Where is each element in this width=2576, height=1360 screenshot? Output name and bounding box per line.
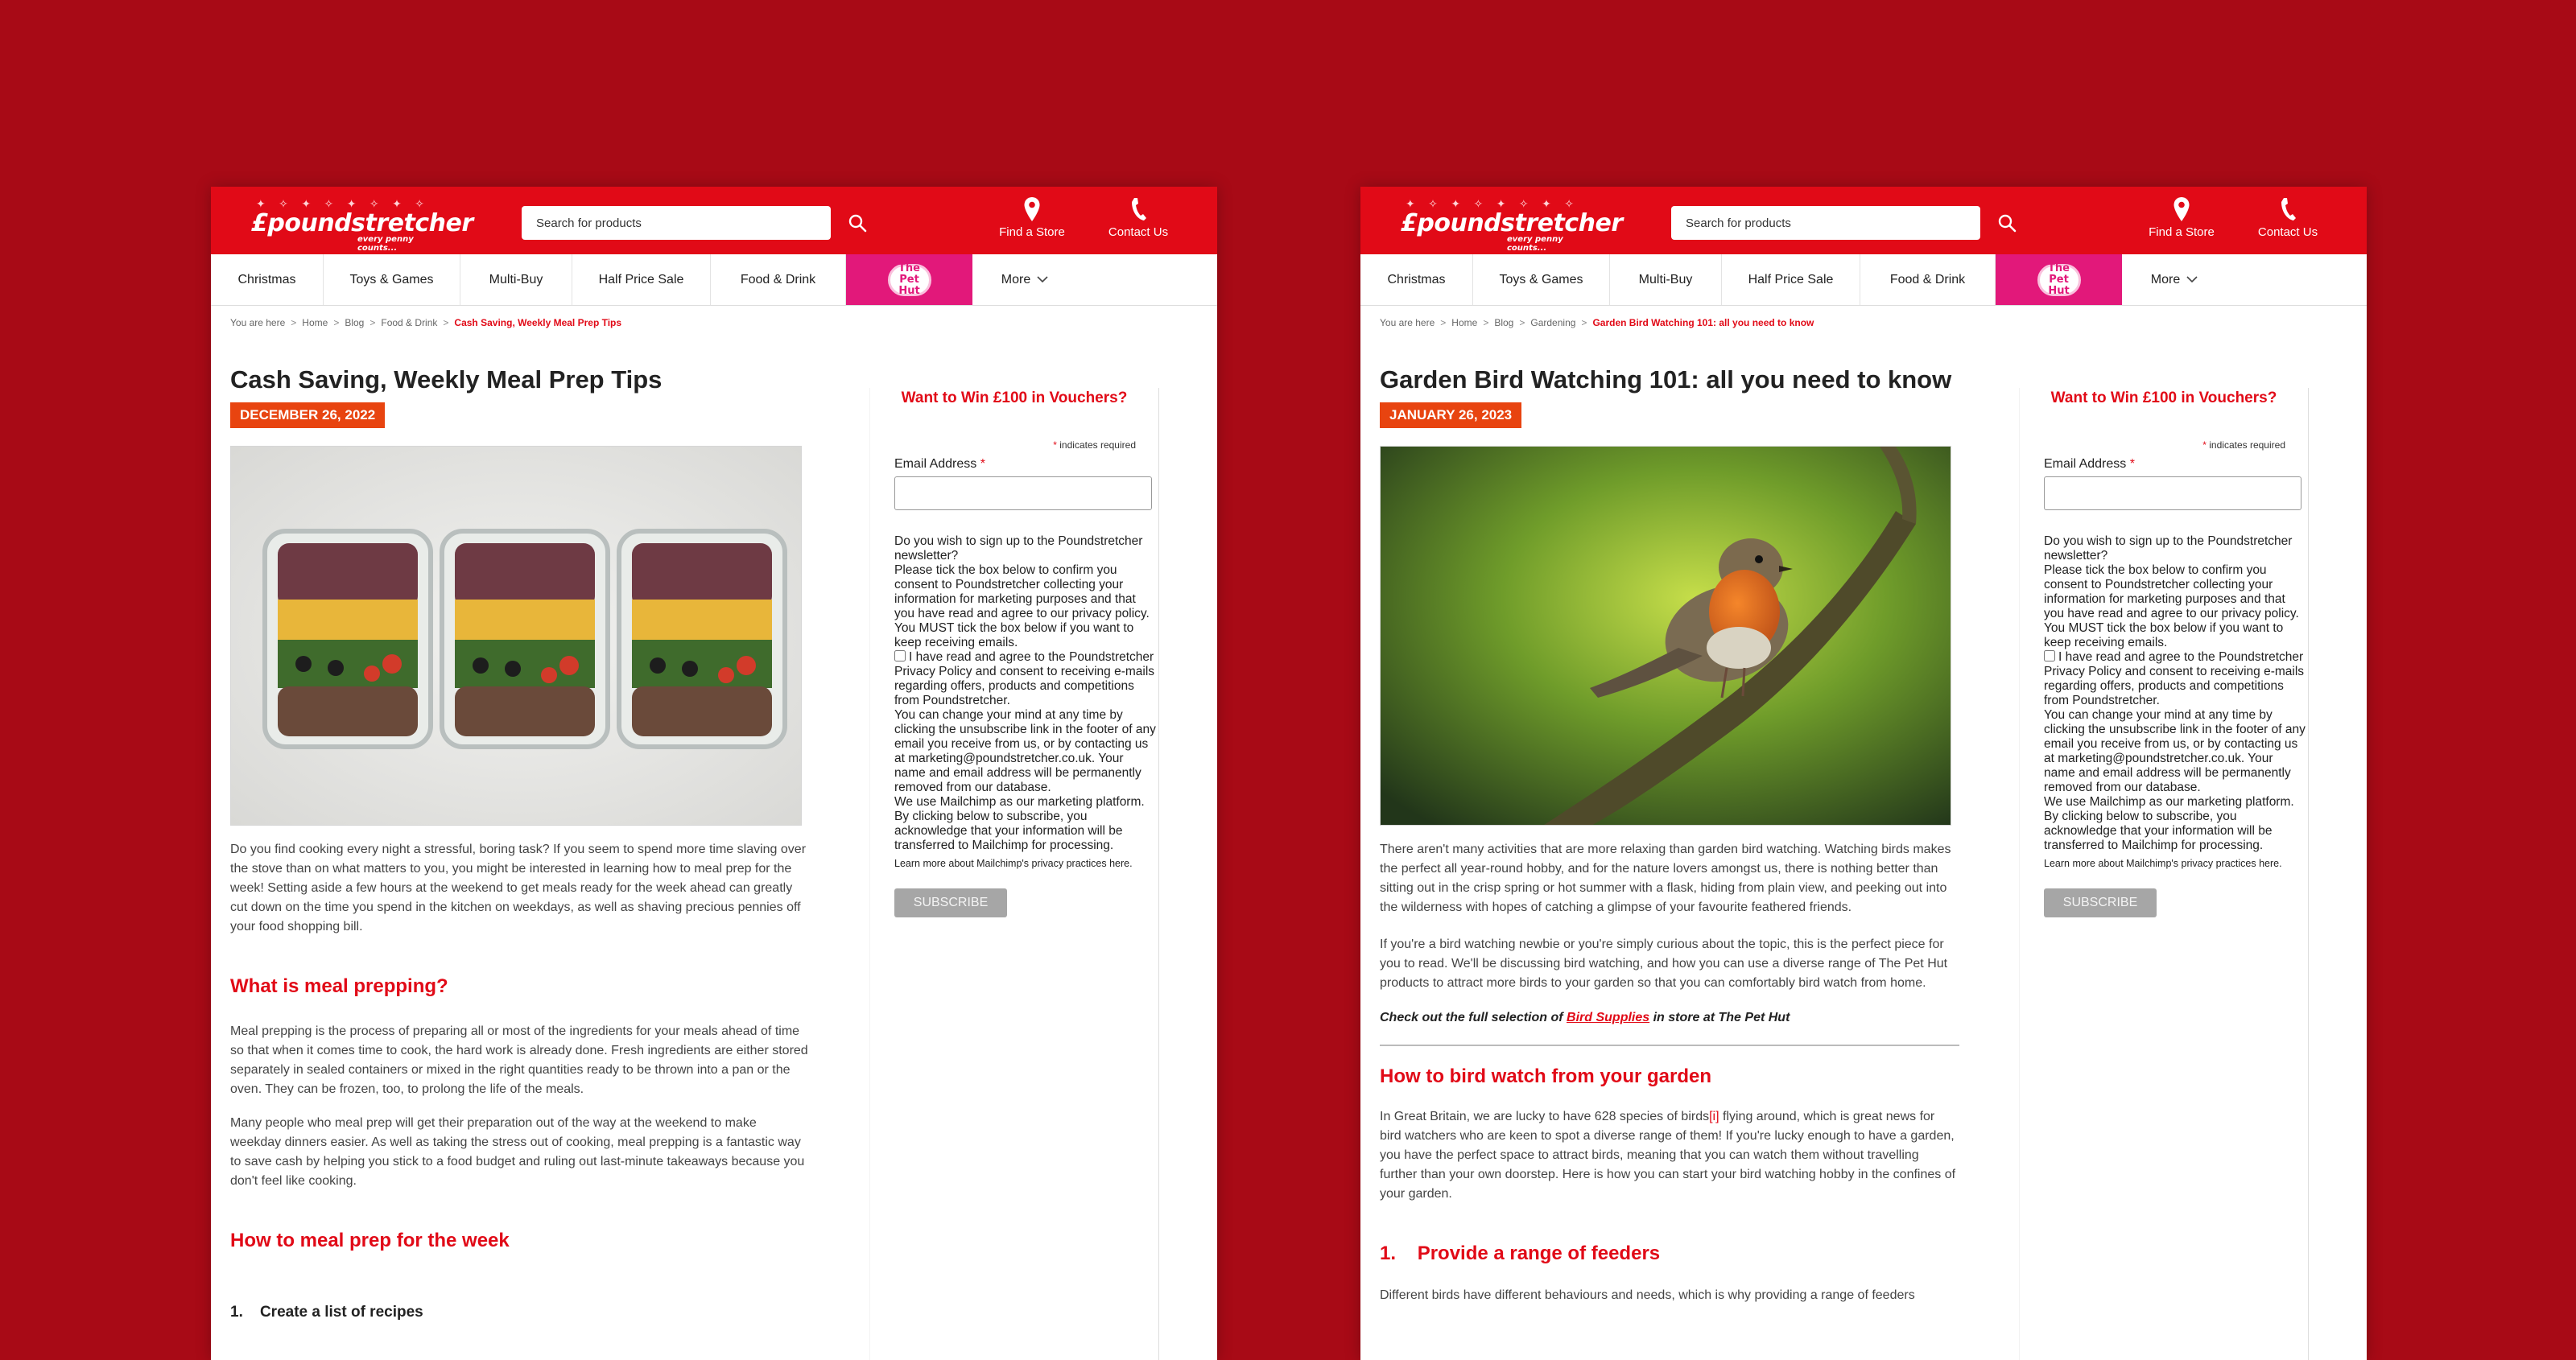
nav-item-half-price-sale[interactable]: Half Price Sale (572, 254, 711, 305)
logo-wordmark: £poundstretcher (251, 209, 473, 237)
meal-prep-page-screenshot (211, 187, 1217, 1360)
breadcrumb-prefix: You are here (230, 317, 286, 328)
breadcrumb-category[interactable]: Food & Drink (381, 317, 438, 328)
breadcrumb-current: Garden Bird Watching 101: all you need to know (1592, 317, 1814, 328)
nav-item-christmas[interactable]: Christmas (211, 254, 324, 305)
signup-question: Do you wish to sign up to the Poundstretcher newsletter? (2044, 534, 2293, 563)
section-heading-feeders: 1. Provide a range of feeders (1380, 1243, 1661, 1264)
paragraph: If you're a bird watching newbie or you're simply curious about the topic, this is the perfect piece for you to read. We'll be discussing bird watching, and how you can use a diverse range of The Pet Hut products to attract more birds to your garden so that you can comfortably bird watch from home. (1380, 938, 1948, 990)
search-input[interactable] (1671, 206, 1980, 240)
article (230, 364, 810, 1321)
paragraph (1380, 1107, 1959, 1204)
breadcrumb-prefix: You are here (1380, 317, 1435, 328)
search-icon[interactable] (1995, 209, 2019, 237)
contact-us-link[interactable] (2248, 192, 2328, 249)
robin-on-branch-image (1380, 446, 1951, 826)
divider (1380, 1045, 1959, 1046)
breadcrumb-category[interactable]: Gardening (1530, 317, 1576, 328)
section-heading-how-to: How to meal prep for the week (230, 1230, 510, 1251)
meal-prep-containers-image (230, 446, 802, 826)
map-pin-icon (1023, 196, 1041, 222)
poundstretcher-logo[interactable] (251, 198, 473, 253)
nav-item-food-drink[interactable]: Food & Drink (711, 254, 846, 305)
required-note: * indicates required (1053, 439, 1136, 451)
signup-question: Do you wish to sign up to the Poundstretcher newsletter? (894, 534, 1143, 563)
required-note-text: indicates required (2209, 439, 2285, 451)
paragraph-text: In Great Britain, we are lucky to have 628 species of birds (1380, 1110, 1710, 1123)
find-store-link[interactable] (2141, 192, 2222, 249)
main-nav (211, 254, 1217, 306)
breadcrumb-current: Cash Saving, Weekly Meal Prep Tips (454, 317, 622, 328)
consent-checkbox[interactable] (2044, 650, 2055, 661)
breadcrumb-blog[interactable]: Blog (345, 317, 365, 328)
mailchimp-text: We use Mailchimp as our marketing platform. By clicking below to subscribe, you acknowledge that your information will be transferred to Mailchimp for processing. (894, 795, 1145, 852)
pet-hut-logo: The Pet Hut (2037, 264, 2081, 296)
email-field[interactable] (2044, 476, 2301, 510)
phone-icon (1129, 196, 1147, 222)
site-header (1360, 187, 2367, 254)
nav-item-multi-buy[interactable]: Multi-Buy (1610, 254, 1722, 305)
signup-title: Want to Win £100 in Vouchers? (901, 389, 1128, 406)
consent-text (2044, 534, 2306, 874)
consent-checkbox-label: I have read and agree to the Poundstretcher Privacy Policy and consent to receiving e-mails regarding offers, products and competitions from Poundstretcher. (2044, 650, 2305, 707)
newsletter-signup (869, 388, 1159, 1360)
email-field[interactable] (894, 476, 1152, 510)
poundstretcher-logo[interactable] (1401, 198, 1623, 253)
consent-text (894, 534, 1157, 874)
find-store-link[interactable] (992, 192, 1072, 249)
consent-checkbox[interactable] (894, 650, 906, 661)
nav-item-half-price-sale[interactable]: Half Price Sale (1722, 254, 1860, 305)
email-label: Email Address * (2044, 457, 2135, 471)
privacy-link[interactable]: Learn more about Mailchimp's privacy practices here. (2044, 858, 2282, 869)
intro-paragraph: There aren't many activities that are more relaxing than garden bird watching. Watching birds makes the perfect all year-round hobby, and for the nature lovers amongst us, there is nothing better than sitting out in the crisp spring or hot summer with a flask, hiding from plain view, and peeking out into the wilderness with hopes of catching a glimpse of your favourite feathered friends. (1380, 843, 1951, 914)
logo-wordmark: £poundstretcher (1401, 209, 1623, 237)
consent-intro: Please tick the box below to confirm you consent to Poundstretcher collecting your information for marketing purposes and that you have read and agree to our privacy policy. You MUST tick the box below if you want to keep receiving emails. (894, 563, 1150, 649)
sub-heading-recipes: 1. Create a list of recipes (230, 1304, 423, 1321)
contact-us-label: Contact Us (1108, 225, 1169, 239)
required-note: * indicates required (2202, 439, 2285, 451)
paragraph-text: flying around, which is great news for bird watchers who are keen to spot a diverse range of them! If you're lucky enough to have a garden, you have the perfect space to attract birds, meaning that you can watch them without travelling further than your own doorstep. Here is how you can start your bird watching hobby in the confines of your garden. (1380, 1110, 1956, 1201)
footnote-link[interactable]: [i] (1709, 1110, 1719, 1123)
find-store-label: Find a Store (2149, 225, 2215, 239)
email-label: Email Address * (894, 457, 985, 471)
unsubscribe-text: You can change your mind at any time by clicking the unsubscribe link in the footer of any email you receive from us, or by contacting us at marketing@poundstretcher.co.uk. Your name and email address will be permanently removed from our database. (2044, 708, 2306, 794)
newsletter-signup (2019, 388, 2309, 1360)
chevron-down-icon (1037, 276, 1048, 283)
signup-title: Want to Win £100 in Vouchers? (2050, 389, 2277, 406)
nav-item-pet-hut[interactable] (1996, 254, 2122, 305)
bird-watching-page-screenshot (1360, 187, 2367, 1360)
breadcrumb-blog[interactable]: Blog (1494, 317, 1514, 328)
contact-us-label: Contact Us (2257, 225, 2318, 239)
privacy-link[interactable]: Learn more about Mailchimp's privacy practices here. (894, 858, 1133, 869)
section-heading-how-to: How to bird watch from your garden (1380, 1065, 1712, 1087)
article (1380, 364, 1959, 1305)
contact-us-link[interactable] (1098, 192, 1179, 249)
post-date-badge: DECEMBER 26, 2022 (230, 402, 385, 428)
nav-more-label: More (2150, 272, 2181, 286)
section-heading-meal-prepping: What is meal prepping? (230, 975, 448, 997)
required-note-text: indicates required (1059, 439, 1136, 451)
nav-more-label: More (1001, 272, 1031, 286)
nav-item-food-drink[interactable]: Food & Drink (1860, 254, 1996, 305)
main-nav (1360, 254, 2367, 306)
nav-item-more[interactable] (2122, 254, 2227, 305)
logo-tagline: every penny counts... (357, 235, 414, 253)
snowflake-decoration: ✦ ✧ ✦ ✧ ✦ ✧ ✦ ✧ (1406, 198, 1579, 211)
bird-supplies-link[interactable]: Bird Supplies (1567, 1011, 1650, 1024)
paragraph: Meal prepping is the process of preparing all or most of the ingredients for your meals ahead of time so that when it comes time to cook, the hard work is already done. Fresh ingredients are either stored separately in sealed containers or mixed in the right quantities ready to be thrown into a pan or the oven. They can be frozen, too, to prolong the life of the meals. (230, 1024, 808, 1096)
nav-item-christmas[interactable]: Christmas (1360, 254, 1473, 305)
breadcrumb: You are here > Home > Blog > Gardening > Garden Bird Watching 101: all you need to know (1380, 317, 1814, 328)
breadcrumb-home[interactable]: Home (1451, 317, 1478, 328)
page-title: Garden Bird Watching 101: all you need to know (1380, 365, 1952, 394)
consent-intro: Please tick the box below to confirm you consent to Poundstretcher collecting your information for marketing purposes and that you have read and agree to our privacy policy. You MUST tick the box below if you want to keep receiving emails. (2044, 563, 2299, 649)
unsubscribe-text: You can change your mind at any time by clicking the unsubscribe link in the footer of any email you receive from us, or by contacting us at marketing@poundstretcher.co.uk. Your name and email address will be permanently removed from our database. (894, 708, 1156, 794)
consent-checkbox-label: I have read and agree to the Poundstretcher Privacy Policy and consent to receiving e-mails regarding offers, products and competitions from Poundstretcher. (894, 650, 1155, 707)
pet-hut-logo: The Pet Hut (888, 264, 931, 296)
logo-tagline: every penny counts... (1507, 235, 1563, 253)
bird-supplies-callout (1380, 1011, 1959, 1025)
snowflake-decoration: ✦ ✧ ✦ ✧ ✦ ✧ ✦ ✧ (256, 198, 429, 211)
mailchimp-text: We use Mailchimp as our marketing platform. By clicking below to subscribe, you acknowledge that your information will be transferred to Mailchimp for processing. (2044, 795, 2294, 852)
email-label-text: Email Address (894, 457, 977, 471)
paragraph: Different birds have different behaviours and needs, which is why providing a range of feeders (1380, 1288, 1915, 1302)
search-input[interactable] (522, 206, 831, 240)
find-store-label: Find a Store (999, 225, 1065, 239)
breadcrumb-home[interactable]: Home (302, 317, 328, 328)
nav-item-more[interactable] (972, 254, 1077, 305)
subscribe-button[interactable]: SUBSCRIBE (894, 888, 1007, 917)
breadcrumb: You are here > Home > Blog > Food & Drink > Cash Saving, Weekly Meal Prep Tips (230, 317, 622, 328)
nav-item-toys-games[interactable]: Toys & Games (1473, 254, 1610, 305)
subscribe-button[interactable]: SUBSCRIBE (2044, 888, 2157, 917)
nav-item-toys-games[interactable]: Toys & Games (324, 254, 460, 305)
cta-after: in store at The Pet Hut (1649, 1011, 1790, 1024)
search-icon[interactable] (845, 209, 869, 237)
nav-item-pet-hut[interactable] (846, 254, 972, 305)
chevron-down-icon (2186, 276, 2198, 283)
email-label-text: Email Address (2044, 457, 2127, 471)
paragraph: Many people who meal prep will get their preparation out of the way at the weekend to make weekday dinners easier. As well as taking the stress out of cooking, meal prepping is a fantastic way to save cash by helping you stick to a food budget and ruling out last-minute takeaways because you don't feel like cooking. (230, 1116, 805, 1188)
phone-icon (2279, 196, 2297, 222)
page-title: Cash Saving, Weekly Meal Prep Tips (230, 365, 663, 394)
map-pin-icon (2173, 196, 2190, 222)
site-header (211, 187, 1217, 254)
cta-before: Check out the full selection of (1380, 1011, 1567, 1024)
post-date-badge: JANUARY 26, 2023 (1380, 402, 1521, 428)
nav-item-multi-buy[interactable]: Multi-Buy (460, 254, 572, 305)
intro-paragraph: Do you find cooking every night a stressful, boring task? If you seem to spend more time slaving over the stove than on what matters to you, you might be interested in learning how to meal prep for the week! Setting aside a few hours at the weekend to get meals ready for the week ahead can greatly cut down on the time you spend in the kitchen on weekdays, as well as shaving precious pennies off your food shopping bill. (230, 843, 807, 933)
